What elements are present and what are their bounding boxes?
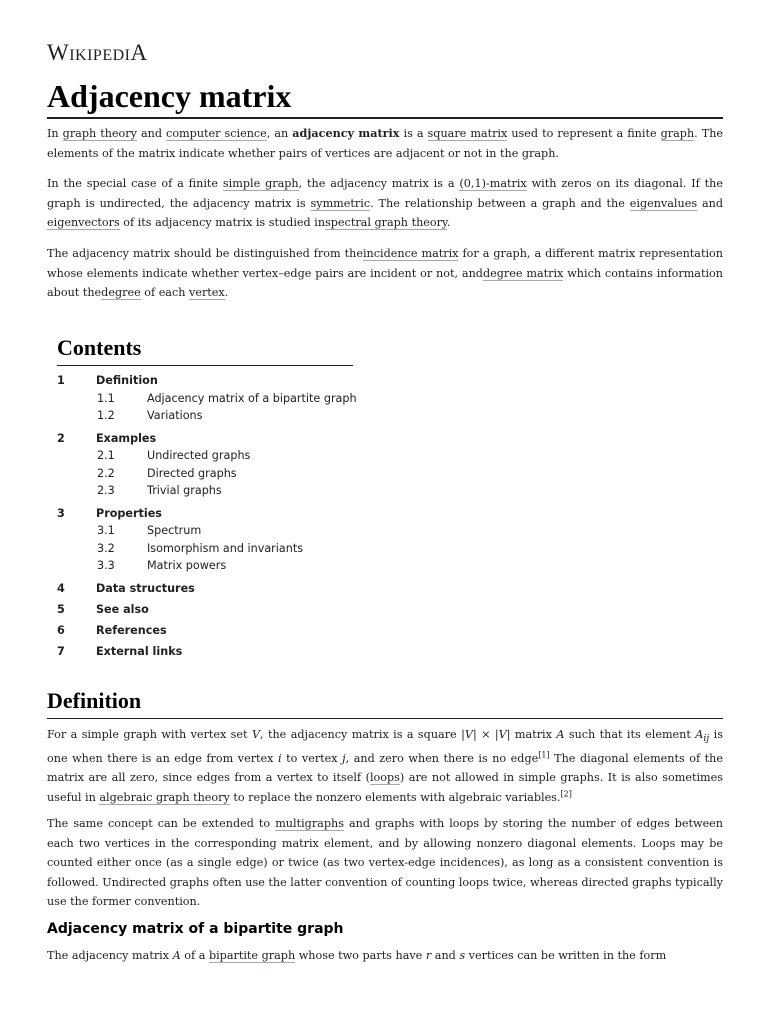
- toc-number: 2.1: [97, 449, 115, 463]
- toc-list: [57, 372, 657, 664]
- toc-label: Trivial graphs: [147, 484, 222, 498]
- link-symmetric[interactable]: symmetric: [310, 196, 371, 210]
- intro-paragraph-2: In the special case of a finite simple graph, the adjacency matrix is a (0,1)-matrix with zeros on its diagonal. If the graph is undirected, the adjacency matrix is symmetric. The relationship between a graph and the eigenvalues and eigenvectors of its adjacency matrix is studied inspectral graph theory.: [47, 177, 723, 230]
- intro-paragraph-1: In graph theory and computer science, an adjacency matrix is a square matrix used to represent a finite graph. The elements of the matrix indicate whether pairs of vertices are adjacent or not in the graph.: [47, 126, 724, 160]
- definition-paragraph-2: The same concept can be extended to multigraphs and graphs with loops by storing the number of edges between each two vertices in the corresponding matrix element, and by allowing nonzero diagonal elements. Loops may be counted either once (as a single edge) or twice (as two vertex-edge incidences), as long as a consistent convention is followed. Undirected graphs often use the latter convention of counting loops twice, whereas directed graphs typically use the former convention.: [47, 817, 724, 909]
- toc-entry: [57, 580, 657, 601]
- link-graph[interactable]: graph: [660, 127, 695, 140]
- link-bipartite-graph[interactable]: bipartite graph: [208, 949, 296, 962]
- link-vertex[interactable]: vertex: [189, 286, 225, 300]
- link-computer-science[interactable]: computer science: [166, 127, 267, 140]
- toc-sublink-spectrum[interactable]: [57, 522, 657, 540]
- link-multigraphs[interactable]: multigraphs: [275, 817, 344, 830]
- section-heading-definition: Definition: [47, 688, 142, 713]
- section-divider: [47, 718, 723, 719]
- toc-sublink-matrix-powers[interactable]: [57, 557, 657, 575]
- toc-link-see-also[interactable]: [57, 601, 657, 619]
- link-01-matrix[interactable]: (0,1)-matrix: [459, 177, 527, 190]
- toc-sublink-undirected-graphs[interactable]: [57, 447, 657, 465]
- link-algebraic-graph-theory[interactable]: algebraic graph theory: [99, 791, 230, 805]
- toc-link-properties[interactable]: [57, 505, 657, 523]
- toc-divider: [57, 365, 353, 366]
- toc-spacer: [57, 660, 657, 664]
- toc-link-data-structures[interactable]: [57, 580, 657, 598]
- title-divider: [47, 117, 723, 119]
- toc-label: Adjacency matrix of a bipartite graph: [147, 391, 357, 405]
- toc-entry: [57, 372, 657, 430]
- link-spectral-graph-theory[interactable]: spectral graph theory: [325, 216, 447, 230]
- toc-label: Isomorphism and invariants: [147, 541, 304, 555]
- toc-link-references[interactable]: [57, 622, 657, 640]
- toc-link-examples[interactable]: [57, 430, 657, 448]
- toc-number: 3.2: [97, 541, 115, 555]
- toc-label: Spectrum: [147, 524, 202, 538]
- link-eigenvalues[interactable]: eigenvalues: [629, 196, 698, 210]
- toc-sublink-directed-graphs[interactable]: [57, 465, 657, 483]
- definition-paragraph-1: For a simple graph with vertex set V, the adjacency matrix is a square |V| × |V| matrix A such that its element $A_{ij}$ is one when there is an edge from vertex i to vertex j, and zero when there is no edge[1] The diagonal elements of the matrix are all zero, since edges from a vertex to itself (loops) are not allowed in simple graphs. It is also sometimes useful in algebraic graph theory to replace the nonzero elements with algebraic variables.[2]: [47, 728, 724, 805]
- link-degree-matrix[interactable]: degree matrix: [482, 266, 564, 280]
- link-graph-theory[interactable]: graph theory: [62, 127, 137, 140]
- toc-label: See also: [96, 602, 149, 616]
- toc-entry: [57, 505, 657, 580]
- toc-label: Matrix powers: [147, 559, 227, 573]
- toc-entry: [57, 622, 657, 643]
- toc-label: Undirected graphs: [147, 449, 251, 463]
- link-square-matrix[interactable]: square matrix: [427, 127, 508, 140]
- toc-label: Data structures: [96, 581, 195, 595]
- toc-number: 3.1: [97, 524, 115, 538]
- toc-sublink-isomorphism-and-invariants[interactable]: [57, 540, 657, 558]
- toc-label: Examples: [96, 431, 157, 445]
- link-incidence-matrix[interactable]: incidence matrix: [362, 247, 459, 260]
- toc-label: External links: [96, 644, 183, 658]
- toc-entry: [57, 643, 657, 664]
- toc-link-external-links[interactable]: [57, 643, 657, 661]
- bipartite-paragraph-1: The adjacency matrix A of a bipartite graph whose two parts have r and s vertices can be written in the form: [47, 949, 667, 962]
- toc-label: Definition: [96, 374, 158, 388]
- toc-number: 2: [57, 431, 65, 445]
- table-of-contents: [57, 333, 657, 664]
- toc-number: 1.2: [97, 409, 115, 423]
- toc-number: 5: [57, 602, 65, 616]
- toc-sublink-trivial-graphs[interactable]: [57, 482, 657, 500]
- toc-number: 3.3: [97, 559, 115, 573]
- toc-number: 2.3: [97, 484, 115, 498]
- toc-number: 2.2: [97, 466, 115, 480]
- toc-label: References: [96, 623, 167, 637]
- toc-entry: [57, 430, 657, 505]
- toc-label: Directed graphs: [147, 466, 237, 480]
- link-simple-graph[interactable]: simple graph: [222, 177, 299, 190]
- page-title: Adjacency matrix: [47, 78, 292, 114]
- toc-heading: Contents: [57, 335, 142, 360]
- toc-label: Variations: [147, 409, 203, 423]
- link-eigenvectors[interactable]: eigenvectors: [47, 216, 120, 230]
- toc-label: Properties: [96, 506, 162, 520]
- link-loops[interactable]: loops: [369, 771, 400, 785]
- toc-number: 1: [57, 374, 65, 388]
- toc-sublink-adjacency-matrix-of-a-bipartite-graph[interactable]: [57, 390, 657, 408]
- toc-number: 4: [57, 581, 65, 595]
- reference-1[interactable]: [1]: [538, 750, 550, 760]
- toc-number: 1.1: [97, 391, 115, 405]
- wikipedia-wordmark[interactable]: WikipediA: [47, 40, 148, 65]
- intro-paragraph-3: The adjacency matrix should be distinguished from theincidence matrix for a graph, a different matrix representation whose elements indicate whether vertex–edge pairs are incident or not, anddegree matrix which contains information about thedegree of each vertex.: [47, 247, 723, 300]
- toc-link-definition[interactable]: [57, 372, 657, 390]
- subsection-heading-bipartite: Adjacency matrix of a bipartite graph: [47, 921, 344, 937]
- reference-2[interactable]: [2]: [560, 789, 572, 799]
- toc-number: 3: [57, 506, 65, 520]
- toc-entry: [57, 601, 657, 622]
- toc-sublink-variations[interactable]: [57, 407, 657, 425]
- link-degree[interactable]: degree: [101, 286, 141, 300]
- toc-number: 6: [57, 623, 65, 637]
- toc-number: 7: [57, 644, 65, 658]
